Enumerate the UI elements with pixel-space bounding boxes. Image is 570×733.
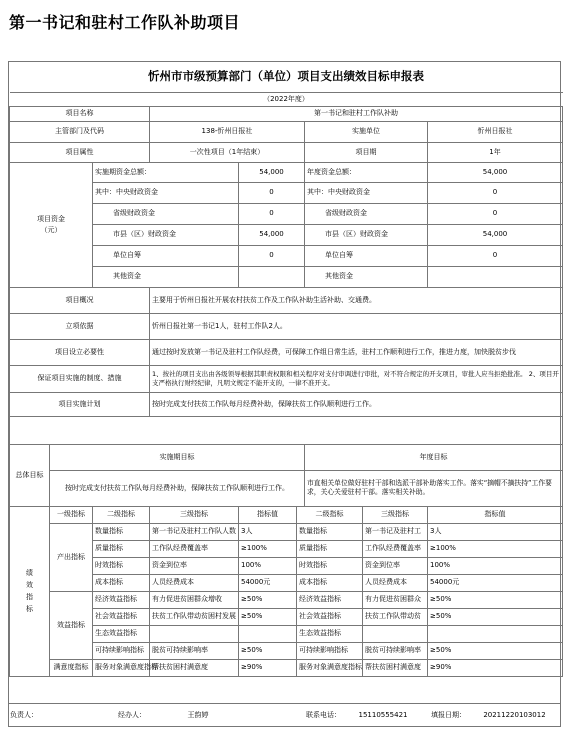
dept-value: 138-忻州日报社 [150, 121, 305, 142]
impl-unit-label: 实施单位 [305, 121, 428, 142]
funds-label [10, 162, 93, 287]
impl-unit-value: 忻州日报社 [428, 121, 563, 142]
other-funds-value [239, 266, 305, 287]
ind-annual-value: ≥50% [428, 591, 563, 608]
ind-l3: 扶贫工作队带动贫困村发展 [150, 608, 239, 625]
province-funds-value: 0 [239, 203, 305, 224]
indicators-group-text: 绩效指标 [26, 569, 33, 613]
annual-level2-header: 二级指标 [297, 506, 363, 523]
ind-value: ≥50% [239, 608, 297, 625]
ind-l2: 成本指标 [93, 574, 150, 591]
other-funds-annual-value [428, 266, 563, 287]
ind-l3: 工作队经费覆盖率 [150, 540, 239, 557]
date-label: 填报日期： [431, 711, 466, 720]
central-funds-label: 其中：中央财政资金 [93, 182, 239, 203]
ind-value [239, 625, 297, 642]
annual-level3-header: 三级指标 [363, 506, 428, 523]
city-funds-label: 市县（区）财政资金 [93, 224, 239, 245]
city-funds-annual-label: 市县（区）财政资金 [305, 224, 428, 245]
ind-annual-l3: 第一书记及驻村工 [363, 523, 428, 540]
city-funds-value: 54,000 [239, 224, 305, 245]
ind-l2: 数量指标 [93, 523, 150, 540]
ind-l2: 时效指标 [93, 557, 150, 574]
self-funds-label: 单位自筹 [93, 245, 239, 266]
attr-value: 一次性项目（1年结束） [150, 142, 305, 162]
ind-annual-l3: 人员经费成本 [363, 574, 428, 591]
ind-value: ≥90% [239, 659, 297, 676]
dept-label: 主管部门及代码 [10, 121, 150, 142]
province-funds-annual-value: 0 [428, 203, 563, 224]
ind-value: 100% [239, 557, 297, 574]
ind-l3: 脱贫可持续影响率 [150, 642, 239, 659]
project-name-label: 项目名称 [10, 106, 150, 121]
output-indicator-label: 产出指标 [50, 523, 93, 591]
ind-l3: 帮扶贫困村满意度 [150, 659, 239, 676]
basis-value: 忻州日报社第一书记1人，驻村工作队2人。 [150, 313, 563, 339]
ind-annual-value: ≥50% [428, 608, 563, 625]
annual-goal-value: 市直相关单位做好驻村干部和选派干部补助落实工作。落实“摘帽不摘扶持”工作要求，关心关爱驻村干部。落实相关补助。 [305, 470, 563, 506]
indicators-group-label [10, 506, 50, 676]
value-header: 指标值 [239, 506, 297, 523]
central-funds-annual-value: 0 [428, 182, 563, 203]
project-name-value: 第一书记和驻村工作队补助 [150, 106, 563, 121]
basis-label: 立项依据 [10, 313, 150, 339]
ind-annual-l2: 可持续影响指标 [297, 642, 363, 659]
plan-value: 按时完成支付扶贫工作队每月经费补助，保障扶贫工作队顺利进行工作。 [150, 392, 563, 416]
ind-l3 [150, 625, 239, 642]
impl-total-label: 实施期资金总额： [93, 162, 239, 182]
funds-label-line1: 项目资金 [37, 214, 65, 223]
central-funds-annual-label: 其中：中央财政资金 [305, 182, 428, 203]
ind-annual-l2: 服务对象满意度指标 [297, 659, 363, 676]
ind-annual-value: ≥90% [428, 659, 563, 676]
ind-l3: 第一书记及驻村工作队人数 [150, 523, 239, 540]
impl-total-value: 54,000 [239, 162, 305, 182]
self-funds-value: 0 [239, 245, 305, 266]
ind-annual-l2: 质量指标 [297, 540, 363, 557]
period-label: 项目期 [305, 142, 428, 162]
ind-annual-l3 [363, 625, 428, 642]
ind-annual-l2: 生态效益指标 [297, 625, 363, 642]
ind-value: ≥100% [239, 540, 297, 557]
system-value: 1、按社的项目支出由各级领导根据其职责权限和相关程序对支付审调进行审批，对不符合规定的开支项目，审批人应当拒绝批准。 2、项目开支严格执行财经纪律，凡明文规定不能开支的，一律不准开支。 [150, 365, 563, 392]
ind-l3: 人员经费成本 [150, 574, 239, 591]
year-label: （2022年度） [10, 92, 563, 106]
page-title: 第一书记和驻村工作队补助项目 [9, 13, 241, 32]
form-frame [8, 61, 561, 727]
ind-l3: 资金到位率 [150, 557, 239, 574]
ind-annual-l3: 资金到位率 [363, 557, 428, 574]
impl-goal-header: 实施期目标 [50, 444, 305, 470]
budget-table [9, 62, 563, 677]
ind-annual-l2: 经济效益指标 [297, 591, 363, 608]
ind-annual-l2: 社会效益指标 [297, 608, 363, 625]
ind-annual-l3: 工作队经费覆盖率 [363, 540, 428, 557]
annual-total-label: 年度资金总额： [305, 162, 428, 182]
necessity-label: 项目设立必要性 [10, 339, 150, 365]
ind-annual-value: 3人 [428, 523, 563, 540]
ind-value: 54000元 [239, 574, 297, 591]
attr-label: 项目属性 [10, 142, 150, 162]
ind-l3: 有力促进贫困群众增收 [150, 591, 239, 608]
ind-annual-l3: 脱贫可持续影响率 [363, 642, 428, 659]
phone-value: 15110555421 [358, 711, 408, 720]
ind-value: 3人 [239, 523, 297, 540]
total-goal-label: 总体目标 [10, 444, 50, 506]
ind-annual-l3: 有力促进贫困群众 [363, 591, 428, 608]
funds-label-line2: （元） [40, 225, 62, 234]
level3-header: 三级指标 [150, 506, 239, 523]
ind-annual-value: ≥50% [428, 642, 563, 659]
ind-annual-value [428, 625, 563, 642]
ind-annual-l2: 成本指标 [297, 574, 363, 591]
ind-l2: 服务对象满意度指标 [93, 659, 150, 676]
handler-value: 王韵婷 [187, 711, 209, 720]
ind-l2: 可持续影响指标 [93, 642, 150, 659]
ind-l2: 社会效益指标 [93, 608, 150, 625]
date-value: 20211220103012 [483, 711, 546, 720]
ind-l2: 生态效益指标 [93, 625, 150, 642]
level1-header: 一级指标 [50, 506, 93, 523]
ind-annual-l3: 扶贫工作队带动贫 [363, 608, 428, 625]
ind-annual-value: 54000元 [428, 574, 563, 591]
ind-l2: 质量指标 [93, 540, 150, 557]
other-funds-label: 其他资金 [93, 266, 239, 287]
plan-label: 项目实施计划 [10, 392, 150, 416]
period-value: 1年 [428, 142, 563, 162]
overview-label: 项目概况 [10, 287, 150, 313]
phone-label: 联系电话： [306, 711, 341, 720]
central-funds-value: 0 [239, 182, 305, 203]
ind-value: ≥50% [239, 642, 297, 659]
necessity-value: 通过按时发放第一书记及驻村工作队经费，可保障工作组日常生活，驻村工作顺利进行工作，推进力度，加快脱贫步伐 [150, 339, 563, 365]
blank-row [10, 416, 563, 444]
satisfaction-indicator-label: 满意度指标 [50, 659, 93, 676]
province-funds-label: 省级财政资金 [93, 203, 239, 224]
owner-label: 负责人： [10, 711, 38, 720]
city-funds-annual-value: 54,000 [428, 224, 563, 245]
system-label: 保证项目实施的制度、措施 [10, 365, 150, 392]
owner-value [58, 704, 98, 728]
annual-total-value: 54,000 [428, 162, 563, 182]
self-funds-annual-value: 0 [428, 245, 563, 266]
ind-annual-value: ≥100% [428, 540, 563, 557]
ind-annual-value: 100% [428, 557, 563, 574]
province-funds-annual-label: 省级财政资金 [305, 203, 428, 224]
self-funds-annual-label: 单位自筹 [305, 245, 428, 266]
ind-value: ≥50% [239, 591, 297, 608]
overview-value: 主要用于忻州日报社开展农村扶贫工作及工作队补助生活补助、交通费。 [150, 287, 563, 313]
level2-header: 二级指标 [93, 506, 150, 523]
other-funds-annual-label: 其他资金 [305, 266, 428, 287]
effect-indicator-label: 效益指标 [50, 591, 93, 659]
impl-goal-value: 按时完成支付扶贫工作队每月经费补助，保障扶贫工作队顺利进行工作。 [50, 470, 305, 506]
ind-annual-l2: 时效指标 [297, 557, 363, 574]
document-title: 忻州市市级预算部门（单位）项目支出绩效目标申报表 [148, 69, 424, 84]
ind-l2: 经济效益指标 [93, 591, 150, 608]
handler-label: 经办人： [118, 711, 146, 720]
ind-annual-l2: 数量指标 [297, 523, 363, 540]
ind-annual-l3: 帮扶贫困村满意度 [363, 659, 428, 676]
footer-row [8, 703, 561, 728]
annual-goal-header: 年度目标 [305, 444, 563, 470]
annual-value-header: 指标值 [428, 506, 563, 523]
